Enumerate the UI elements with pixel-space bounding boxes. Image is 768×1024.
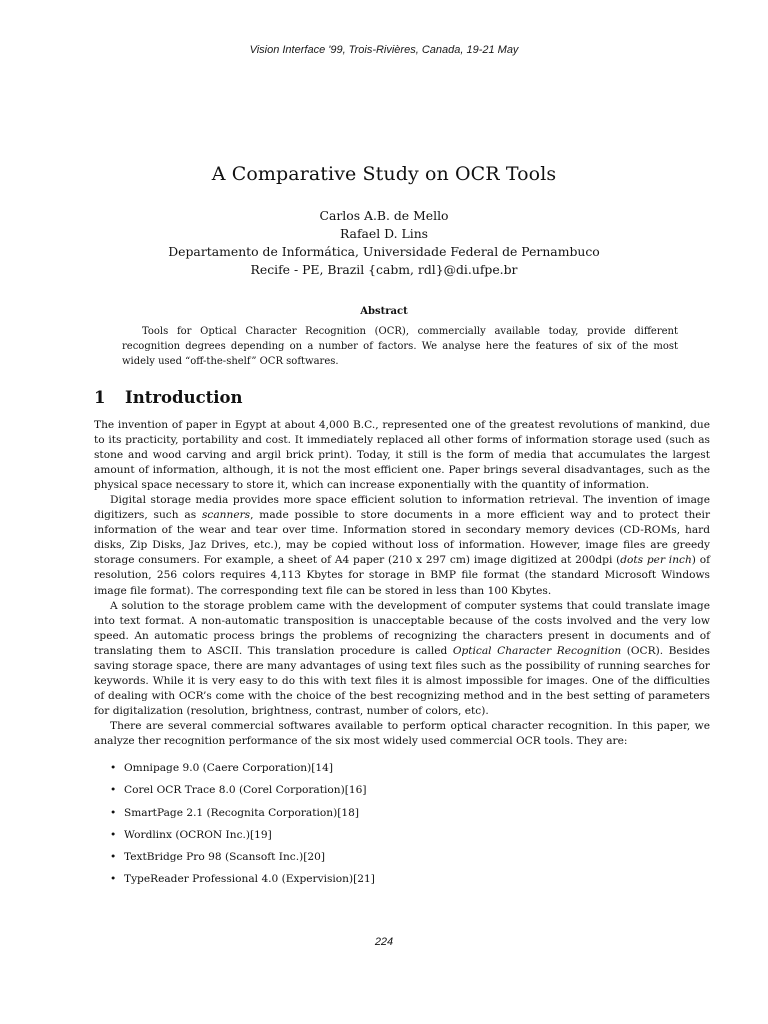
conference-header: Vision Interface '99, Trois-Rivières, Canada, 19-21 May <box>249 44 519 56</box>
bullet-icon: • <box>110 828 117 841</box>
list-item: • TypeReader Professional 4.0 (Expervision)[21] <box>110 873 375 886</box>
paragraph: There are several commercial softwares available to perform optical character recognition. In this paper, we analyze ther recognition performance of the six most widely used commercial OCR tools. They are: <box>94 719 710 747</box>
author-affiliation: Departamento de Informática, Universidade Federal de Pernambuco <box>168 244 600 259</box>
ocr-tools-list <box>108 761 668 895</box>
paper-title: A Comparative Study on OCR Tools <box>211 163 557 185</box>
author-block <box>0 207 768 279</box>
author-name: Carlos A.B. de Mello <box>319 208 449 223</box>
list-item: • TextBridge Pro 98 (Scansoft Inc.)[20] <box>110 851 325 864</box>
abstract-text: Tools for Optical Character Recognition (OCR), commercially available today, provide different recognition degrees depending on a number of factors. We analyse here the features of six of the most widely used “off-the-shelf” OCR softwares. <box>122 326 678 367</box>
body-text <box>94 418 710 749</box>
bullet-icon: • <box>110 784 117 797</box>
list-item: • Wordlinx (OCRON Inc.)[19] <box>110 828 272 841</box>
list-item: • Corel OCR Trace 8.0 (Corel Corporation)[16] <box>110 784 367 797</box>
section-number: 1 <box>94 388 106 407</box>
paragraph: Digital storage media provides more space efficient solution to information retrieval. The invention of image digitizers, such as scanners, made possible to store documents in a more efficient way and to protect their information of the wear and tear over time. Information stored in secondary memory devices (CD-ROMs, hard disks, Zip Disks, Jaz Drives, etc.), may be copied without loss of information. However, image files are greedy storage consumers. For example, a sheet of A4 paper (210 x 297 cm) image digitized at 200dpi (dots per inch) of resolution, 256 colors requires 4,113 Kbytes for storage in BMP file format (the standard Microsoft Windows image file format). The corresponding text file can be stored in less than 100 Kbytes. <box>94 494 711 597</box>
page-number: 224 <box>374 936 394 948</box>
author-name: Rafael D. Lins <box>339 226 429 241</box>
bullet-icon: • <box>110 762 117 774</box>
bullet-icon: • <box>110 851 117 864</box>
bullet-icon: • <box>110 806 117 819</box>
author-address: Recife - PE, Brazil {cabm, rdl}@di.ufpe.br <box>250 262 518 277</box>
section-heading <box>94 388 243 407</box>
list-item: • Omnipage 9.0 (Caere Corporation)[14] <box>110 762 334 774</box>
abstract-heading: Abstract <box>360 306 408 317</box>
paragraph: The invention of paper in Egypt at about 4,000 B.C., represented one of the greatest revolutions of mankind, due to its practicity, portability and cost. It immediately replaced all other forms of information storage used (such as stone and wood carving and argil brick print). Today, it still is the form of media that accumulates the largest amount of information, although, it is not the most efficient one. Paper brings several disadvantages, such as the physical space necessary to store it, which can increase exponentially with the quantity of information. <box>94 419 710 492</box>
paragraph: A solution to the storage problem came with the development of computer systems that could translate image into text format. A non-automatic transposition is unacceptable because of the costs involved and the very low speed. An automatic process brings the problems of recognizing the characters present in documents and of translating them to ASCII. This translation procedure is called Optical Character Recognition (OCR). Besides saving storage space, there are many advantages of using text files such as the possibility of running searches for keywords. While it is very easy to do this with text files it is almost impossible for images. One of the difficulties of dealing with OCR’s come with the choice of the best recognizing method and in the best setting of parameters for digitalization (resolution, brightness, contrast, number of colors, etc). <box>94 599 710 717</box>
section-title: Introduction <box>125 388 243 407</box>
bullet-icon: • <box>110 873 117 886</box>
list-item: • SmartPage 2.1 (Recognita Corporation)[18] <box>110 806 359 819</box>
